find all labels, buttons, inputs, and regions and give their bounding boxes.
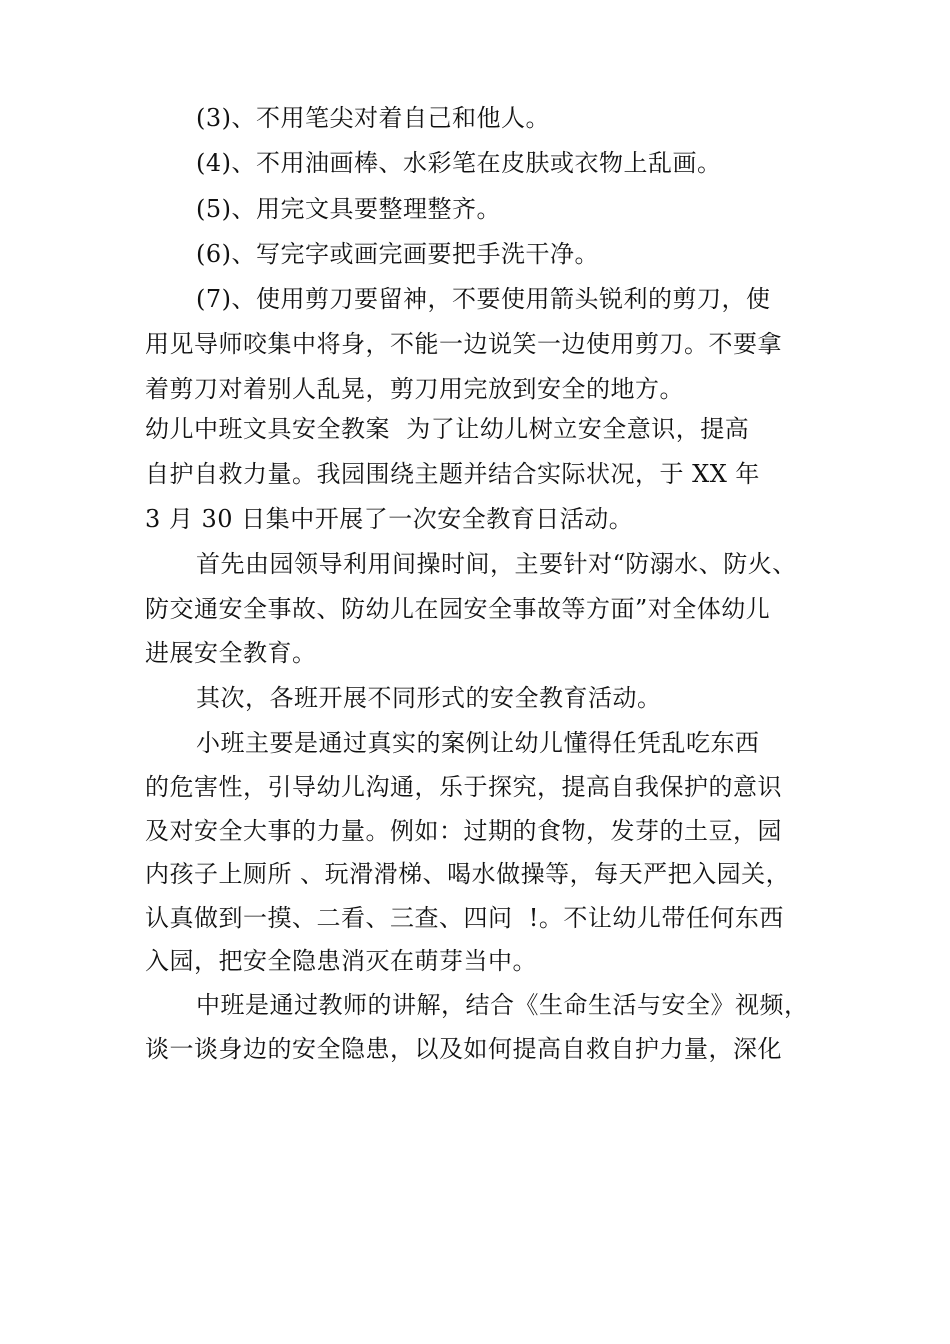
text-line: (5)、用完文具要整理整齐。 xyxy=(196,195,501,223)
text-line: (6)、写完字或画完画要把手洗干净。 xyxy=(196,240,599,268)
text-line: 其次，各班开展不同形式的安全教育活动。 xyxy=(196,684,662,712)
text-line: 着剪刀对着别人乱晃，剪刀用完放到安全的地方。 xyxy=(145,375,684,403)
text-line: 幼儿中班文具安全教案 为了让幼儿树立安全意识，提高 xyxy=(145,415,750,443)
text-line: 小班主要是通过真实的案例让幼儿懂得任凭乱吃东西 xyxy=(196,729,760,757)
text-line: 及对安全大事的力量。例如：过期的食物，发芽的土豆，园 xyxy=(145,817,782,845)
text-line: 首先由园领导利用间操时间，主要针对“防溺水、防火、 xyxy=(196,550,797,578)
text-line: 中班是通过教师的讲解，结合《生命生活与安全》视频， xyxy=(196,991,809,1019)
text-line: 防交通安全事故、防幼儿在园安全事故等方面”对全体幼儿 xyxy=(145,595,771,623)
text-line: 进展安全教育。 xyxy=(145,639,317,667)
text-line: (3)、不用笔尖对着自己和他人。 xyxy=(196,104,550,132)
text-line: 入园，把安全隐患消灭在萌芽当中。 xyxy=(145,947,537,975)
text-line: 用见导师咬集中将身，不能一边说笑一边使用剪刀。不要拿 xyxy=(145,330,782,358)
text-line: (4)、不用油画棒、水彩笔在皮肤或衣物上乱画。 xyxy=(196,149,722,177)
text-line: 认真做到一摸、二看、三查、四问 !。不让幼儿带任何东西 xyxy=(145,904,784,932)
text-line: 自护自救力量。我园围绕主题并结合实际状况，于 XX 年 xyxy=(145,460,760,488)
text-line: 内孩子上厕所 、玩滑滑梯、喝水做操等，每天严把入园关， xyxy=(145,860,791,888)
text-line: 的危害性，引导幼儿沟通，乐于探究，提高自我保护的意识 xyxy=(145,773,782,801)
text-line: 3 月 30 日集中开展了一次安全教育日活动。 xyxy=(145,505,634,533)
text-line: 谈一谈身边的安全隐患，以及如何提高自救自护力量，深化 xyxy=(145,1035,782,1063)
text-line: (7)、使用剪刀要留神，不要使用箭头锐利的剪刀，使 xyxy=(196,285,771,313)
